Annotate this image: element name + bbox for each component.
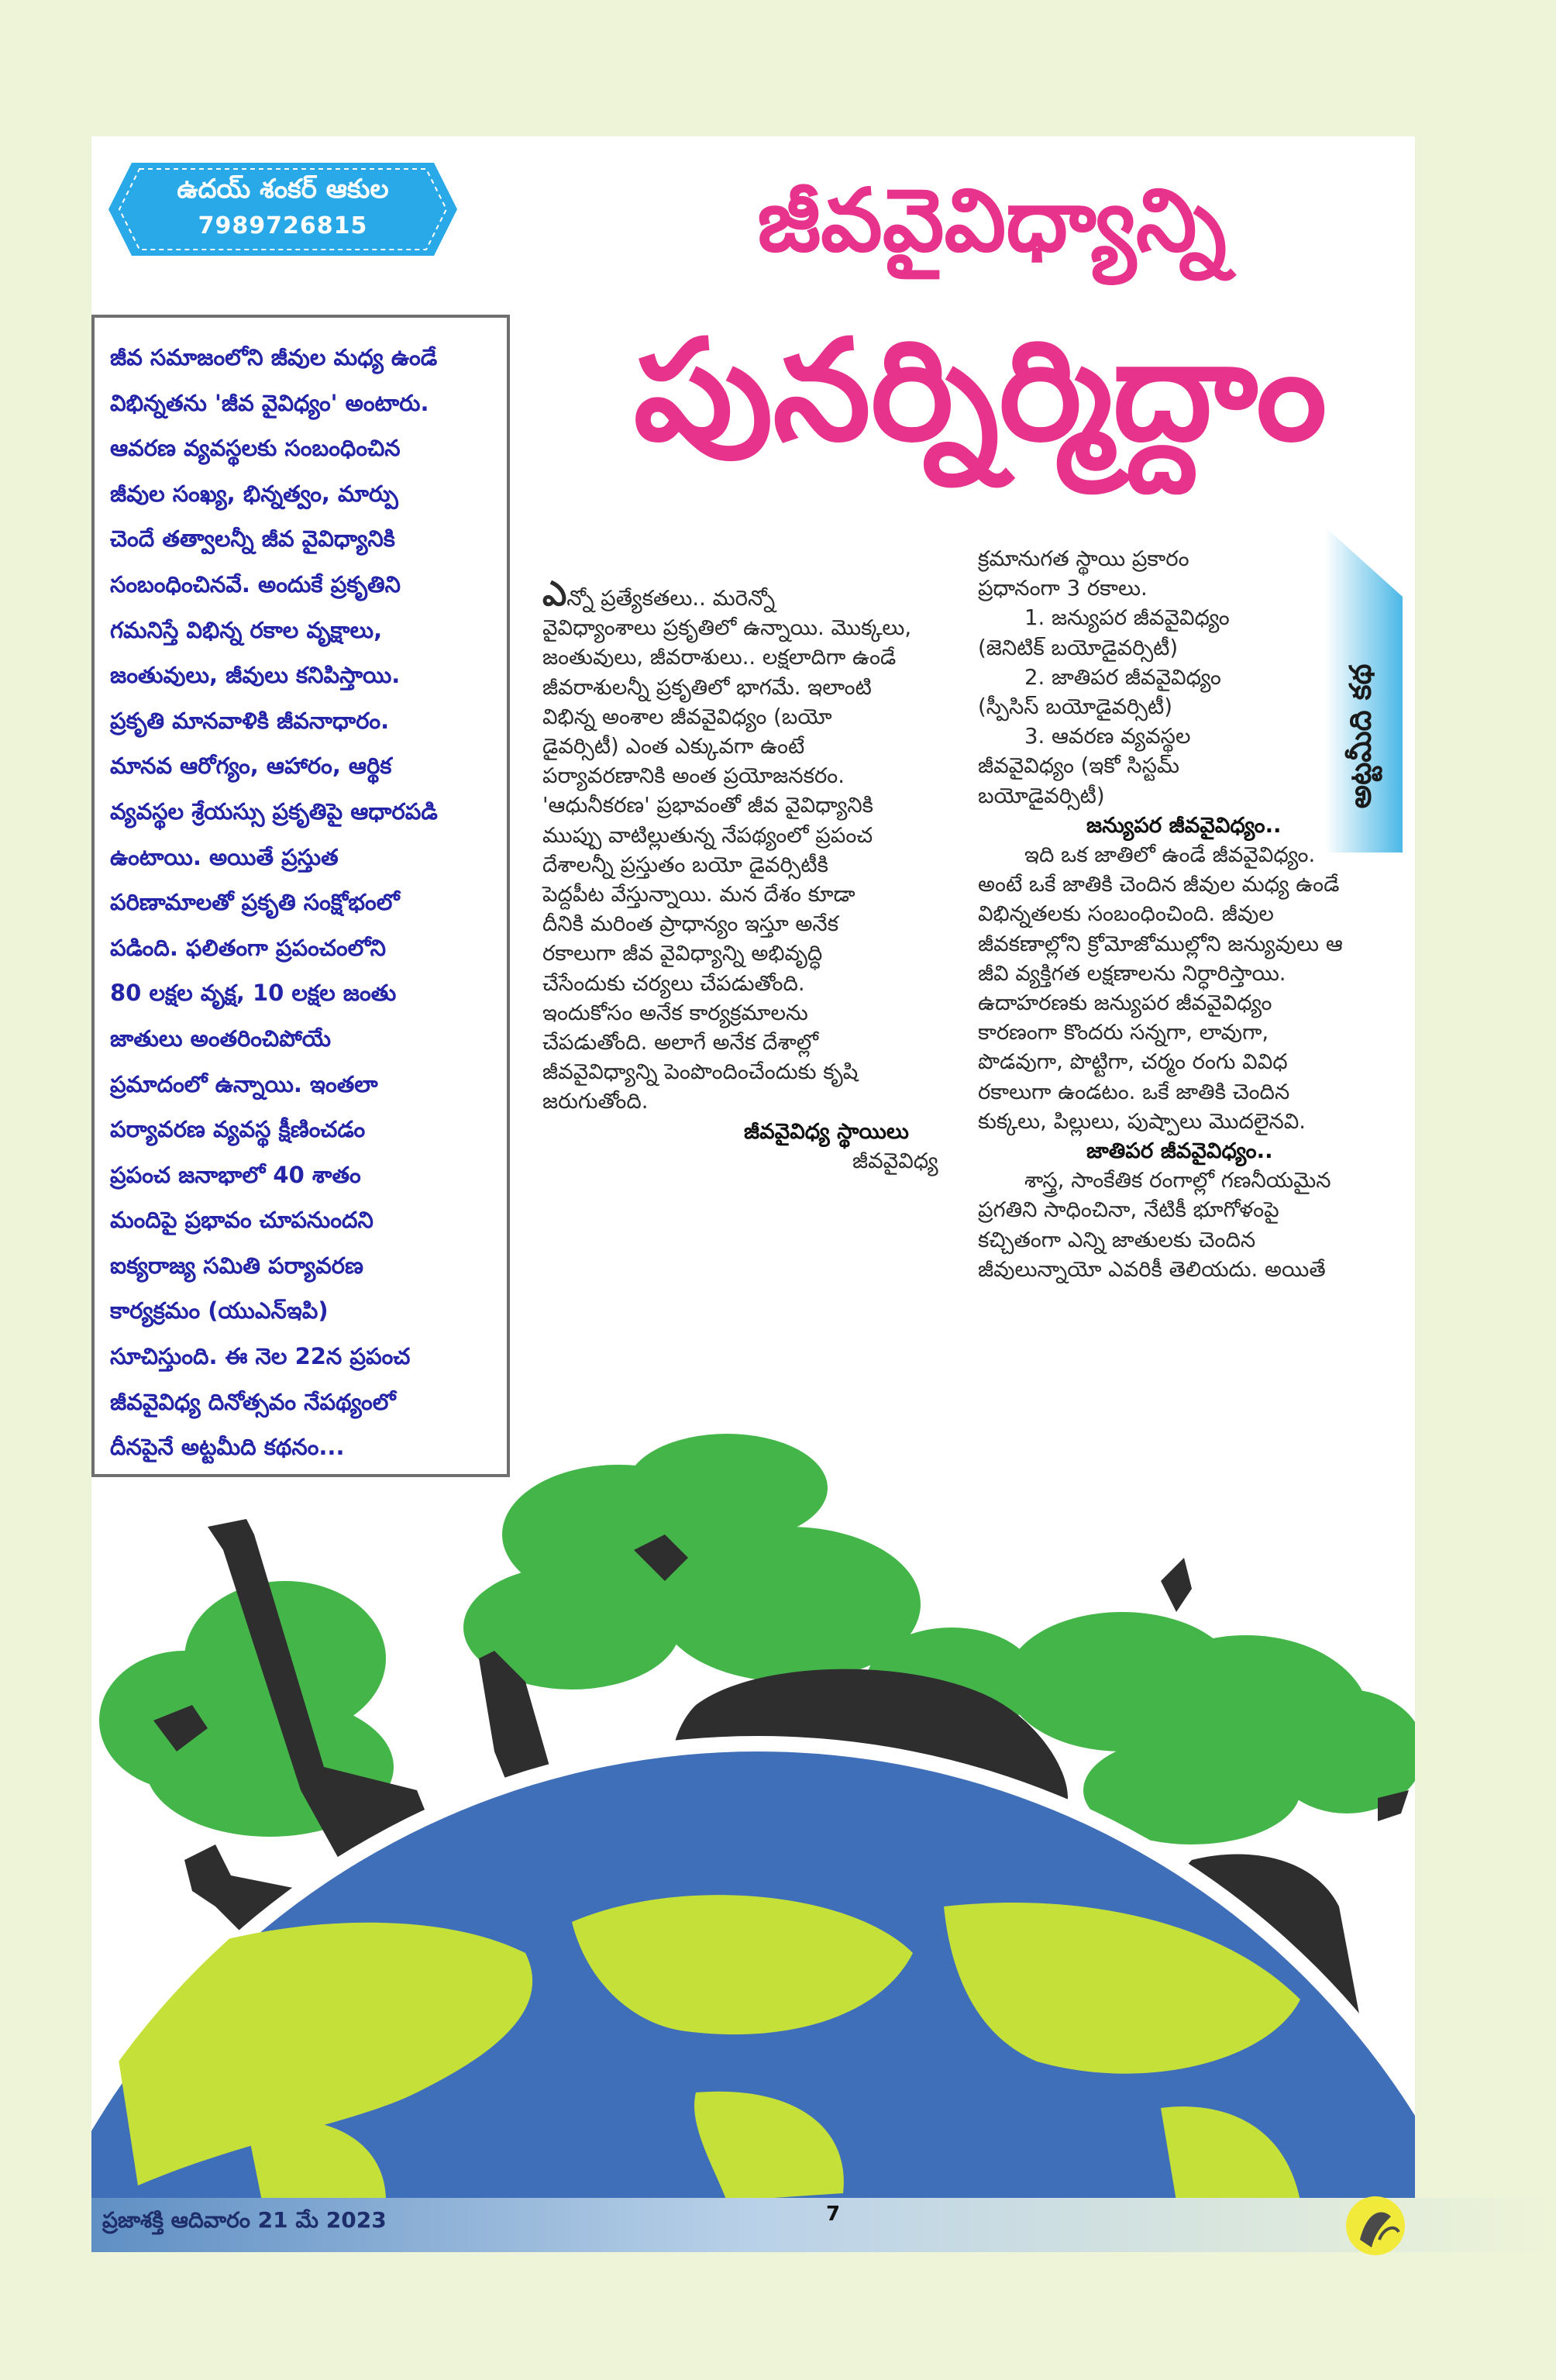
body-line: విభిన్న అంశాల జీవవైవిధ్యం (బయో (542, 704, 832, 729)
intro-line: ఉంటాయి. అయితే ప్రస్తుత (110, 843, 339, 870)
drop-cap: ఎ (542, 574, 567, 614)
body-line: రకాలుగా జీవ వైవిధ్యాన్ని అభివృద్ధి (542, 941, 823, 966)
body-line: ఇది ఒక జాతిలో ఉండే జీవవైవిధ్యం. (1024, 842, 1316, 868)
intro-line: దీనపైనే అట్టమీది కథనం... (110, 1434, 345, 1461)
intro-line: మానవ ఆరోగ్యం, ఆహారం, ఆర్థిక (110, 753, 392, 780)
body-line: ప్రధానంగా 3 రకాలు. (978, 576, 1148, 601)
body-line: పొడవుగా, పొట్టిగా, చర్మం రంగు వివిధ (978, 1049, 1288, 1075)
footer-publication: ప్రజాశక్తి ఆదివారం 21 మే 2023 (102, 2207, 387, 2233)
list-item: (జెనిటిక్ బయోడైవర్సిటీ) (978, 635, 1179, 660)
body-line: అంటే ఒకే జాతికి చెందిన జీవుల మధ్య ఉండే (978, 872, 1340, 897)
list-item: బయోడైవర్సిటీ) (978, 783, 1105, 808)
intro-text (110, 335, 497, 1470)
body-line: కుక్కలు, పిల్లులు, పుష్పాలు మొదలైనవి. (978, 1108, 1306, 1134)
body-line: డైవర్సిటీ) ఎంత ఎక్కువగా ఉంటే (542, 734, 805, 759)
body-line: 'ఆధునీకరణ' ప్రభావంతో జీవ వైవిధ్యానికి (542, 793, 874, 818)
intro-line: జీవుల సంఖ్య, భిన్నత్వం, మార్పు (110, 480, 398, 507)
intro-line: ప్రకృతి మానవాళికి జీవనాధారం. (110, 707, 390, 734)
body-line: క్రమానుగత స్థాయి ప్రకారం (978, 546, 1189, 571)
section-tag-label: అట్టమీది కథ (1343, 663, 1378, 809)
body-line: జీవరాశులన్నీ ప్రకృతిలో భాగమే. ఇలాంటి (542, 674, 872, 700)
author-name: ఉదయ్ శంకర్ ఆకుల (177, 174, 389, 205)
headline-line-2: పునర్నిర్మిద్దాం (633, 310, 1327, 472)
body-line: దేశాలన్నీ ప్రస్తుతం బయో డైవర్సిటీకి (542, 852, 829, 877)
intro-line: సంబంధించినవే. అందుకే ప్రకృతిని (110, 570, 401, 598)
page-number: 7 (825, 2203, 841, 2226)
intro-line: పడింది. ఫలితంగా ప్రపంచంలోని (110, 934, 387, 961)
body-line: జీవవైవిధ్య (852, 1148, 938, 1173)
subheading-levels: జీవవైవిధ్య స్థాయిలు (744, 1118, 909, 1144)
intro-line: కార్యక్రమం (యుఎన్ఇపి) (110, 1297, 329, 1324)
publication-logo (1337, 2193, 1414, 2258)
body-line: జంతువులు, జీవరాశులు.. లక్షలాదిగా ఉండే (542, 645, 897, 670)
intro-line: మందిపై ప్రభావం చూపనుందని (110, 1207, 374, 1234)
subheading-species: జాతిపర జీవవైవిధ్యం.. (1086, 1138, 1273, 1164)
headline-line-1: జీవవైవిధ్యాన్ని (757, 170, 1227, 271)
body-line: ఇందుకోసం అనేక కార్యక్రమాలను (542, 1000, 808, 1025)
body-line: పెద్దపీట వేస్తున్నాయి. మన దేశం కూడా (542, 882, 855, 908)
list-item: 2. జాతిపర జీవవైవిధ్యం (1024, 664, 1221, 690)
body-line: విభిన్నతలకు సంబంధించింది. జీవుల (978, 901, 1274, 927)
body-line: దీనికి మరింత ప్రాధాన్యం ఇస్తూ అనేక (542, 911, 839, 937)
intro-line: చెందే తత్వాలన్నీ జీవ వైవిధ్యానికి (110, 525, 395, 553)
body-line: కారణంగా కొందరు సన్నగా, లావుగా, (978, 1020, 1269, 1045)
intro-line: జీవ సమాజంలోని జీవుల మధ్య ఉండే (110, 344, 438, 370)
intro-line: పర్యావరణ వ్యవస్థ క్షీణించడం (110, 1116, 366, 1143)
first-line (542, 574, 961, 614)
intro-box (91, 315, 510, 1477)
first-line-text: న్నో ప్రత్యేకతలు.. మరెన్నో (566, 586, 776, 611)
body-line: ప్రగతిని సాధించినా, నేటికీ భూగోళంపై (978, 1197, 1279, 1223)
list-item: 1. జన్యుపర జీవవైవిధ్యం (1024, 605, 1230, 631)
intro-line: ప్రమాదంలో ఉన్నాయి. ఇంతలా (110, 1070, 378, 1097)
body-line: ఉదాహరణకు జన్యుపర జీవవైవిధ్యం (978, 990, 1272, 1016)
intro-line: 80 లక్షల వృక్ష, 10 లక్షల జంతు (110, 980, 397, 1007)
body-line: ముప్పు వాటిల్లుతున్న నేపథ్యంలో ప్రపంచ (542, 822, 873, 848)
body-line: జరుగుతోంది. (542, 1089, 649, 1114)
body-line: రకాలుగా ఉండటం. ఒకే జాతికి చెందిన (978, 1079, 1290, 1104)
body-line: జీవకణాల్లోని క్రోమోజోముల్లోని జన్యువులు ఆ (978, 931, 1343, 956)
author-badge (108, 163, 457, 256)
intro-line: వ్యవస్థల శ్రేయస్సు ప్రకృతిపై ఆధారపడి (110, 797, 438, 825)
biodiversity-illustration (91, 1426, 1415, 2201)
intro-line: జీవవైవిధ్య దినోత్సవం నేపథ్యంలో (110, 1388, 396, 1415)
intro-line: జాతులు అంతరించిపోయే (110, 1025, 332, 1052)
subheading-genetic: జన్యుపర జీవవైవిధ్యం.. (1086, 812, 1282, 838)
intro-line: గమనిస్తే విభిన్న రకాల వృక్షాలు, (110, 616, 383, 643)
list-item: 3. ఆవరణ వ్యవస్థల (1024, 724, 1191, 749)
intro-line: జంతువులు, జీవులు కనిపిస్తాయి. (110, 662, 401, 689)
list-item: (స్పీసిస్ బయోడైవర్సిటీ) (978, 694, 1172, 720)
intro-line: ఐక్యరాజ్య సమితి పర్యావరణ (110, 1252, 363, 1279)
intro-line: సూచిస్తుంది. ఈ నెల 22న ప్రపంచ (110, 1343, 411, 1370)
body-line: జీవులున్నాయో ఎవరికీ తెలియదు. అయితే (978, 1256, 1326, 1282)
body-line: జీవవైవిధ్యాన్ని పెంపొందించేందుకు కృషి (542, 1059, 859, 1085)
body-line: శాస్త్ర, సాంకేతిక రంగాల్లో గణనీయమైన (1024, 1168, 1331, 1193)
body-line: వైవిధ్యాంశాలు ప్రకృతిలో ఉన్నాయి. మొక్కలు, (542, 615, 912, 641)
article-column-2 (978, 544, 1412, 1284)
intro-line: ఆవరణ వ్యవస్థలకు సంబంధించిన (110, 435, 401, 462)
body-line: జీవి వ్యక్తిగత లక్షణాలను నిర్ధారిస్తాయి. (978, 960, 1286, 986)
author-phone: 7989726815 (198, 212, 368, 239)
intro-line: పరిణామాలతో ప్రకృతి సంక్షోభంలో (110, 889, 400, 916)
intro-line: ప్రపంచ జనాభాలో 40 శాతం (110, 1161, 361, 1188)
article-column-1 (542, 574, 961, 1176)
list-item: జీవవైవిధ్యం (ఇకో సిస్టమ్ (978, 753, 1180, 779)
body-line: పర్యావరణానికి అంత ప్రయోజనకరం. (542, 763, 845, 789)
body-line: చేసేందుకు చర్యలు చేపడుతోంది. (542, 970, 805, 996)
body-line: చేపడుతోంది. అలాగే అనేక దేశాల్లో (542, 1030, 819, 1056)
body-line: కచ్చితంగా ఎన్ని జాతులకు చెందిన (978, 1227, 1256, 1252)
intro-line: విభిన్నతను 'జీవ వైవిధ్యం' అంటారు. (110, 389, 429, 416)
